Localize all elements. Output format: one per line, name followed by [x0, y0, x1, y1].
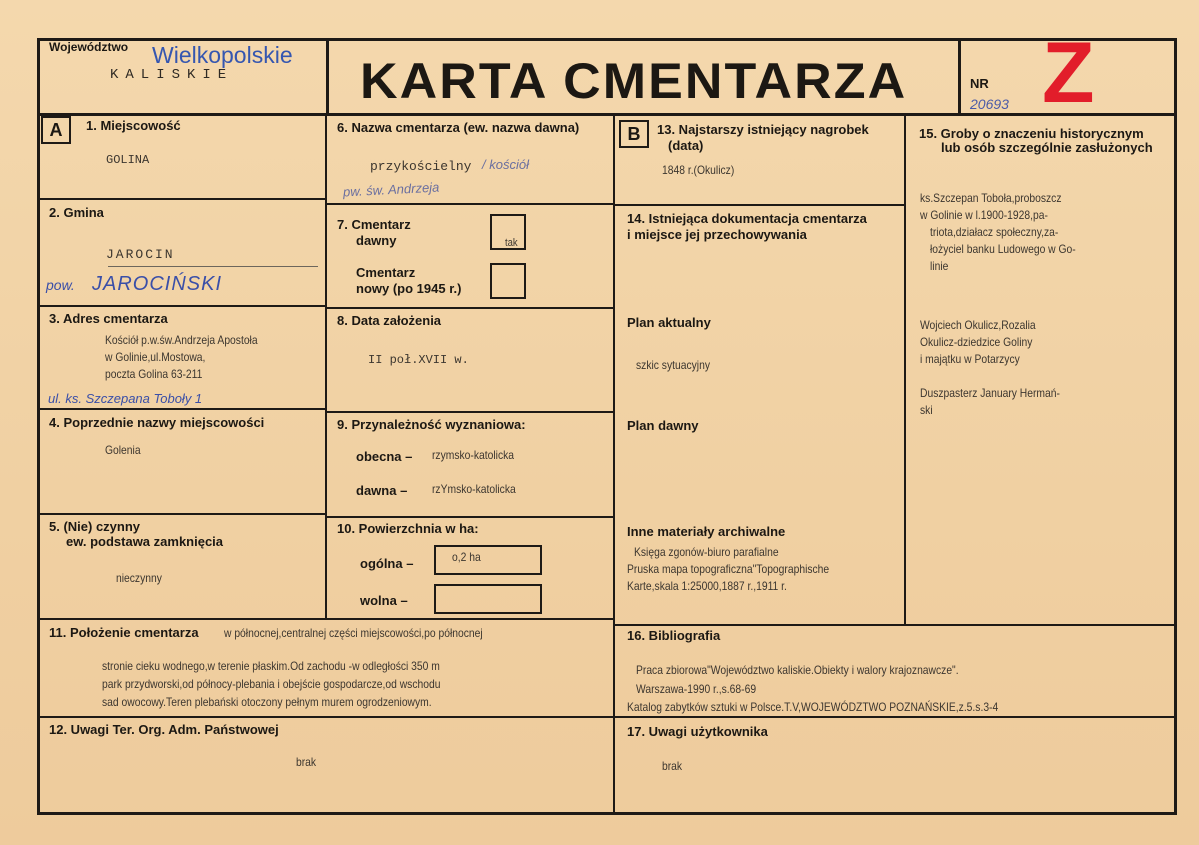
field-15-group3-line-1: Duszpasterz January Hermań-: [920, 386, 1060, 400]
field-9-dawna-value: rzYmsko-katolicka: [432, 482, 516, 496]
frame-right: [1174, 38, 1177, 815]
field-13-value: 1848 r.(Okulicz): [662, 163, 735, 177]
field-12-label: 12. Uwagi Ter. Org. Adm. Państwowej: [49, 722, 279, 737]
col1-line-2: [37, 305, 327, 307]
field-9-obecna-label: obecna –: [356, 449, 413, 464]
field-13-label-1: 13. Najstarszy istniejący nagrobek: [657, 122, 869, 137]
field-7-nowy-label-1: Cmentarz: [356, 265, 416, 280]
frame-bottom: [37, 812, 1177, 815]
field-2-underline: [108, 266, 318, 267]
field-14-label-2: i miejsce jej przechowywania: [627, 227, 807, 242]
field-7-dawny-value: tak: [505, 237, 518, 249]
col-divider-1: [325, 113, 327, 618]
field-3-hand: ul. ks. Szczepana Toboły 1: [48, 391, 203, 406]
field-4-value: Golenia: [105, 443, 141, 457]
field-2-hand-prefix: pow.: [46, 277, 75, 293]
field-15-group2-line-2: Okulicz-dziedzice Goliny: [920, 335, 1033, 349]
field-11-line-1: stronie cieku wodnego,w terenie płaskim.Od zachodu -w odległości 350 m: [102, 659, 440, 673]
field-3-line-2: w Golinie,ul.Mostowa,: [105, 350, 206, 364]
field-15-group2-line-1: Wojciech Okulicz,Rozalia: [920, 318, 1036, 332]
field-14-inne-label: Inne materiały archiwalne: [627, 524, 786, 539]
field-5-label-2: ew. podstawa zamknięcia: [66, 534, 224, 549]
field-10-ogolna-box[interactable]: [434, 545, 542, 575]
field-5-label-1: 5. (Nie) czynny: [49, 519, 141, 534]
field-10-ogolna-value: o,2 ha: [452, 550, 481, 564]
field-16-line-2: Warszawa-1990 r.,s.68-69: [636, 682, 757, 696]
field-1-label: 1. Miejscowość: [86, 118, 181, 133]
field-1-value: GOLINA: [106, 153, 150, 167]
field-9-obecna-value: rzymsko-katolicka: [432, 448, 515, 462]
field-15-group2-line-3: i majątku w Potarzycy: [920, 352, 1020, 366]
header-left-divider: [326, 38, 329, 116]
field-15-group1-line-4: łożyciel banku Ludowego w Go-: [930, 242, 1076, 256]
field-6-hand-2: pw. św. Andrzeja: [342, 179, 440, 200]
nr-value: 20693: [970, 96, 1009, 112]
class-mark: Z: [1042, 25, 1095, 121]
field-15-group1-line-2: w Golinie w l.1900-1928,pa-: [920, 208, 1048, 222]
field-11-line-3: sad owocowy.Teren plebański otoczony pełnym murem ogrodzeniowym.: [102, 695, 432, 709]
nr-label: NR: [970, 76, 989, 91]
field-14-plan-aktualny-value: szkic sytuacyjny: [636, 358, 710, 372]
field-3-line-1: Kościół p.w.św.Andrzeja Apostoła: [105, 333, 258, 347]
field-7-nowy-checkbox[interactable]: [490, 263, 526, 299]
field-16-line-1: Praca zbiorowa"Województwo kaliskie.Obiekty i walory krajoznawcze".: [636, 663, 959, 677]
field-6-hand-1: / kościół: [482, 157, 529, 172]
field-11-label: 11. Położenie cmentarza: [49, 625, 199, 640]
field-14-plan-dawny-label: Plan dawny: [627, 418, 699, 433]
col2-line-4: [325, 516, 615, 518]
field-14-inne-line-1: Księga zgonów-biuro parafialne: [634, 545, 779, 559]
field-14-inne-line-3: Karte,skala 1:25000,1887 r.,1911 r.: [627, 579, 787, 593]
card-title: KARTA CMENTARZA: [360, 53, 908, 109]
field-15-label-1: 15. Groby o znaczeniu historycznym: [919, 126, 1144, 141]
field-4-label: 4. Poprzednie nazwy miejscowości: [49, 415, 265, 430]
field-10-ogolna-label: ogólna –: [360, 556, 414, 571]
frame-left: [37, 38, 40, 815]
col2-line-3: [325, 411, 615, 413]
col3-line-1: [613, 204, 906, 206]
field-15-group3-line-2: ski: [920, 403, 933, 417]
field-6-value: przykościelny: [370, 159, 472, 174]
wojewodztwo-label: Województwo: [49, 40, 129, 54]
lower-line-2: [37, 716, 1177, 718]
col1-line-1: [37, 198, 327, 200]
wojewodztwo-value: KALISKIE: [110, 67, 234, 83]
field-3-label: 3. Adres cmentarza: [49, 311, 168, 326]
col-divider-2: [613, 113, 615, 813]
field-8-value: II poł.XVII w.: [368, 353, 469, 367]
field-17-label: 17. Uwagi użytkownika: [627, 724, 768, 739]
field-10-label: 10. Powierzchnia w ha:: [337, 521, 479, 536]
field-2-value: JAROCIN: [106, 247, 175, 262]
wojewodztwo-stamp: Wielkopolskie: [152, 42, 293, 68]
field-8-label: 8. Data założenia: [337, 313, 442, 328]
col-divider-3: [904, 113, 906, 625]
field-11-line-2: park przydworski,od północy-plebania i obejście gospodarcze,od wschodu: [102, 677, 441, 691]
header-right-divider: [958, 38, 961, 116]
field-9-label: 9. Przynależność wyznaniowa:: [337, 417, 526, 432]
col1-line-3: [37, 408, 327, 410]
field-16-label: 16. Bibliografia: [627, 628, 721, 643]
section-b-letter: B: [619, 120, 649, 148]
frame-top: [37, 38, 1177, 41]
field-3-line-3: poczta Golina 63-211: [105, 367, 203, 381]
field-2-hand-value: JAROCIŃSKI: [92, 273, 223, 295]
field-14-label-1: 14. Istniejąca dokumentacja cmentarza: [627, 211, 867, 226]
field-12-value: brak: [296, 755, 317, 769]
section-a-letter: A: [41, 116, 71, 144]
field-7-dawny-label-2: dawny: [356, 233, 397, 248]
field-6-label: 6. Nazwa cmentarza (ew. nazwa dawna): [337, 120, 580, 135]
field-15-label-2: lub osób szczególnie zasłużonych: [941, 140, 1153, 155]
field-7-dawny-label-1: 7. Cmentarz: [337, 217, 411, 232]
field-15-group1-line-1: ks.Szczepan Toboła,proboszcz: [920, 191, 1062, 205]
lower-line-1b: [613, 624, 1177, 626]
field-15-group1-line-3: triota,działacz społeczny,za-: [930, 225, 1059, 239]
lower-line-1: [37, 618, 615, 620]
field-14-plan-aktualny-label: Plan aktualny: [627, 315, 711, 330]
field-2-label: 2. Gmina: [49, 205, 104, 220]
field-13-label-2: (data): [668, 138, 704, 153]
field-5-value: nieczynny: [116, 571, 162, 585]
col2-line-1: [325, 203, 615, 205]
col2-line-2: [325, 307, 615, 309]
col1-line-4: [37, 513, 327, 515]
field-10-wolna-box[interactable]: [434, 584, 542, 614]
field-16-line-3: Katalog zabytków sztuki w Polsce.T.V,WOJEWÓDZTWO POZNAŃSKIE,z.5.s.3-4: [627, 700, 999, 714]
header-bottom-line: [37, 113, 1177, 116]
field-7-nowy-label-2: nowy (po 1945 r.): [356, 281, 462, 296]
field-11-first-line: w północnej,centralnej części miejscowości,po północnej: [224, 626, 483, 640]
field-10-wolna-label: wolna –: [360, 593, 408, 608]
field-14-inne-line-2: Pruska mapa topograficzna"Topographische: [627, 562, 830, 576]
field-15-group1-line-5: linie: [930, 259, 949, 273]
field-17-value: brak: [662, 759, 683, 773]
field-9-dawna-label: dawna –: [356, 483, 408, 498]
